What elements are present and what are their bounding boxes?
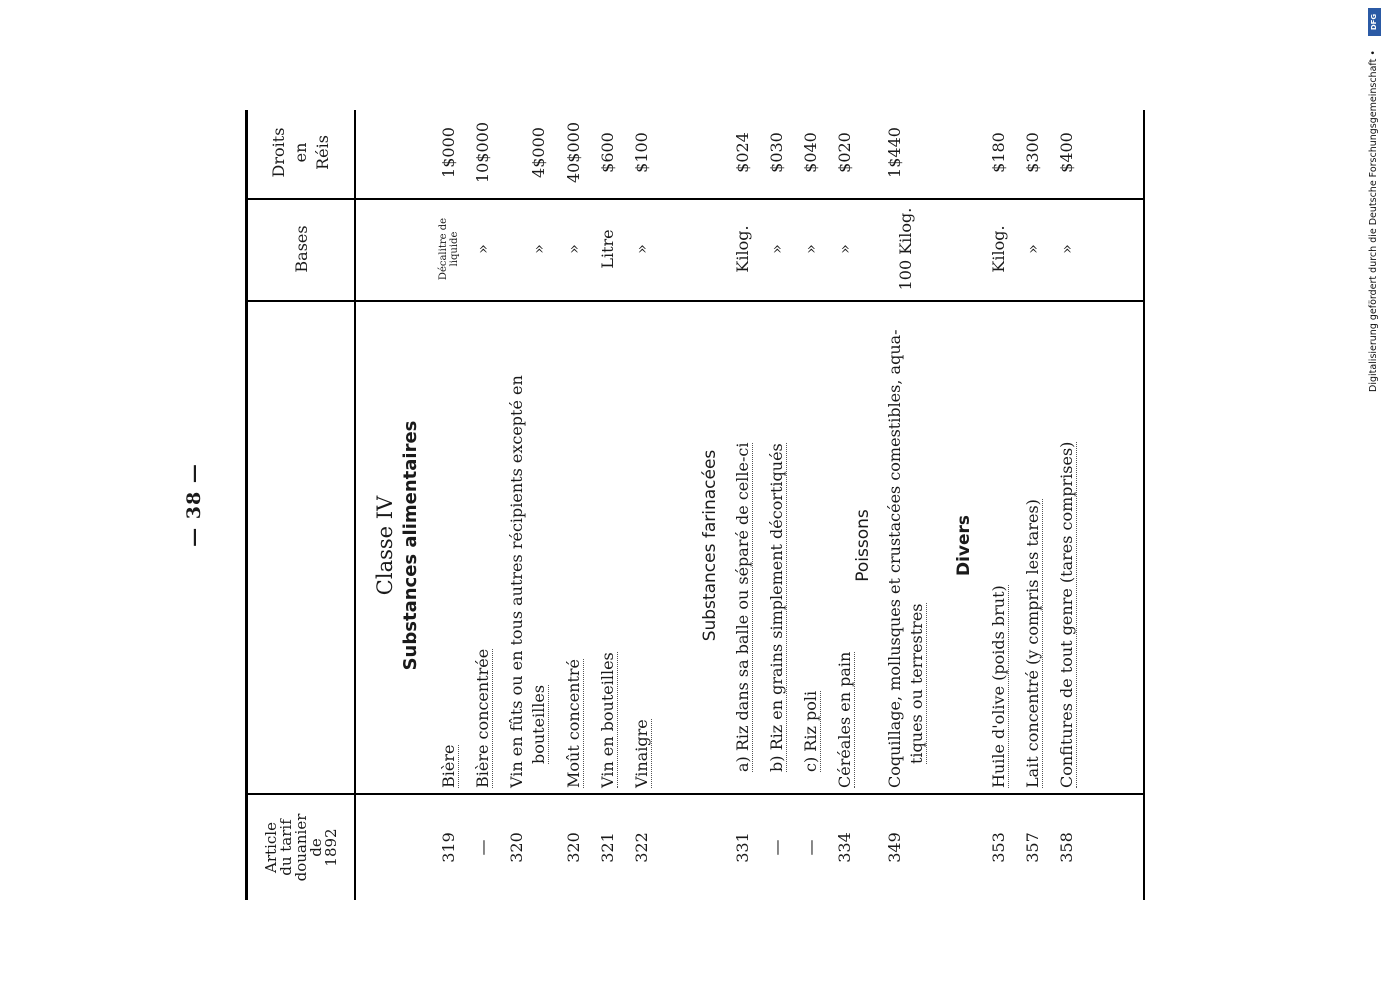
- header-article: Article du tarif douanier de 1892: [261, 813, 340, 882]
- page-number: — 38 —: [183, 463, 205, 547]
- section-heading: Substances farinacées: [700, 449, 720, 642]
- header-bases: Bases: [291, 225, 311, 273]
- class-heading: Classe IV: [373, 495, 397, 596]
- tariff-table: Article du tarif douanier de 1892 Bases Droits en Réis Classe IV Substances alimentaires Substances farinacées Poissons Divers 319 Bière Décalitre de liquide 1$000 — Bière concentrée » 10$000 320 Vin en fûts ou en tous autres récipients excepté en bouteilles » 4$000 320 Moût concentré » 40$000 321 Vin en bouteilles Litre $600 322 Vinaigre » $100 331 a) Riz dans sa balle ou séparé de celle-ci Kilog. $024 — b) Riz en grains simplement décortiqués » $030 — c) Riz poli » $040 334 Céréales en pain » $020 349 Coquillage, mollusques et crustacées comestibles, aqua- tiques ou terrestres 100 Kilog. 1$440 353 Huile d'olive (poids brut) Kilog. $180 357 Lait concentré (y compris les tares) » $300 358 Confitures de tout genre (tares comprises) » $400: [245, 110, 1145, 900]
- header-duties: Droits en Réis: [269, 127, 332, 178]
- class-subtitle: Substances alimentaires: [400, 420, 421, 671]
- rotated-page: [183, 110, 1155, 900]
- column-rule: [248, 198, 1143, 200]
- section-heading: Poissons: [853, 509, 873, 582]
- header-rule: [354, 110, 356, 900]
- dfg-logo: DFG: [1368, 8, 1381, 36]
- dfg-funding-note: Digitalisierung gefördert durch die Deutsche Forschungsgemeinschaft •: [1368, 50, 1379, 392]
- section-heading: Divers: [954, 514, 974, 577]
- column-rule: [248, 300, 1143, 302]
